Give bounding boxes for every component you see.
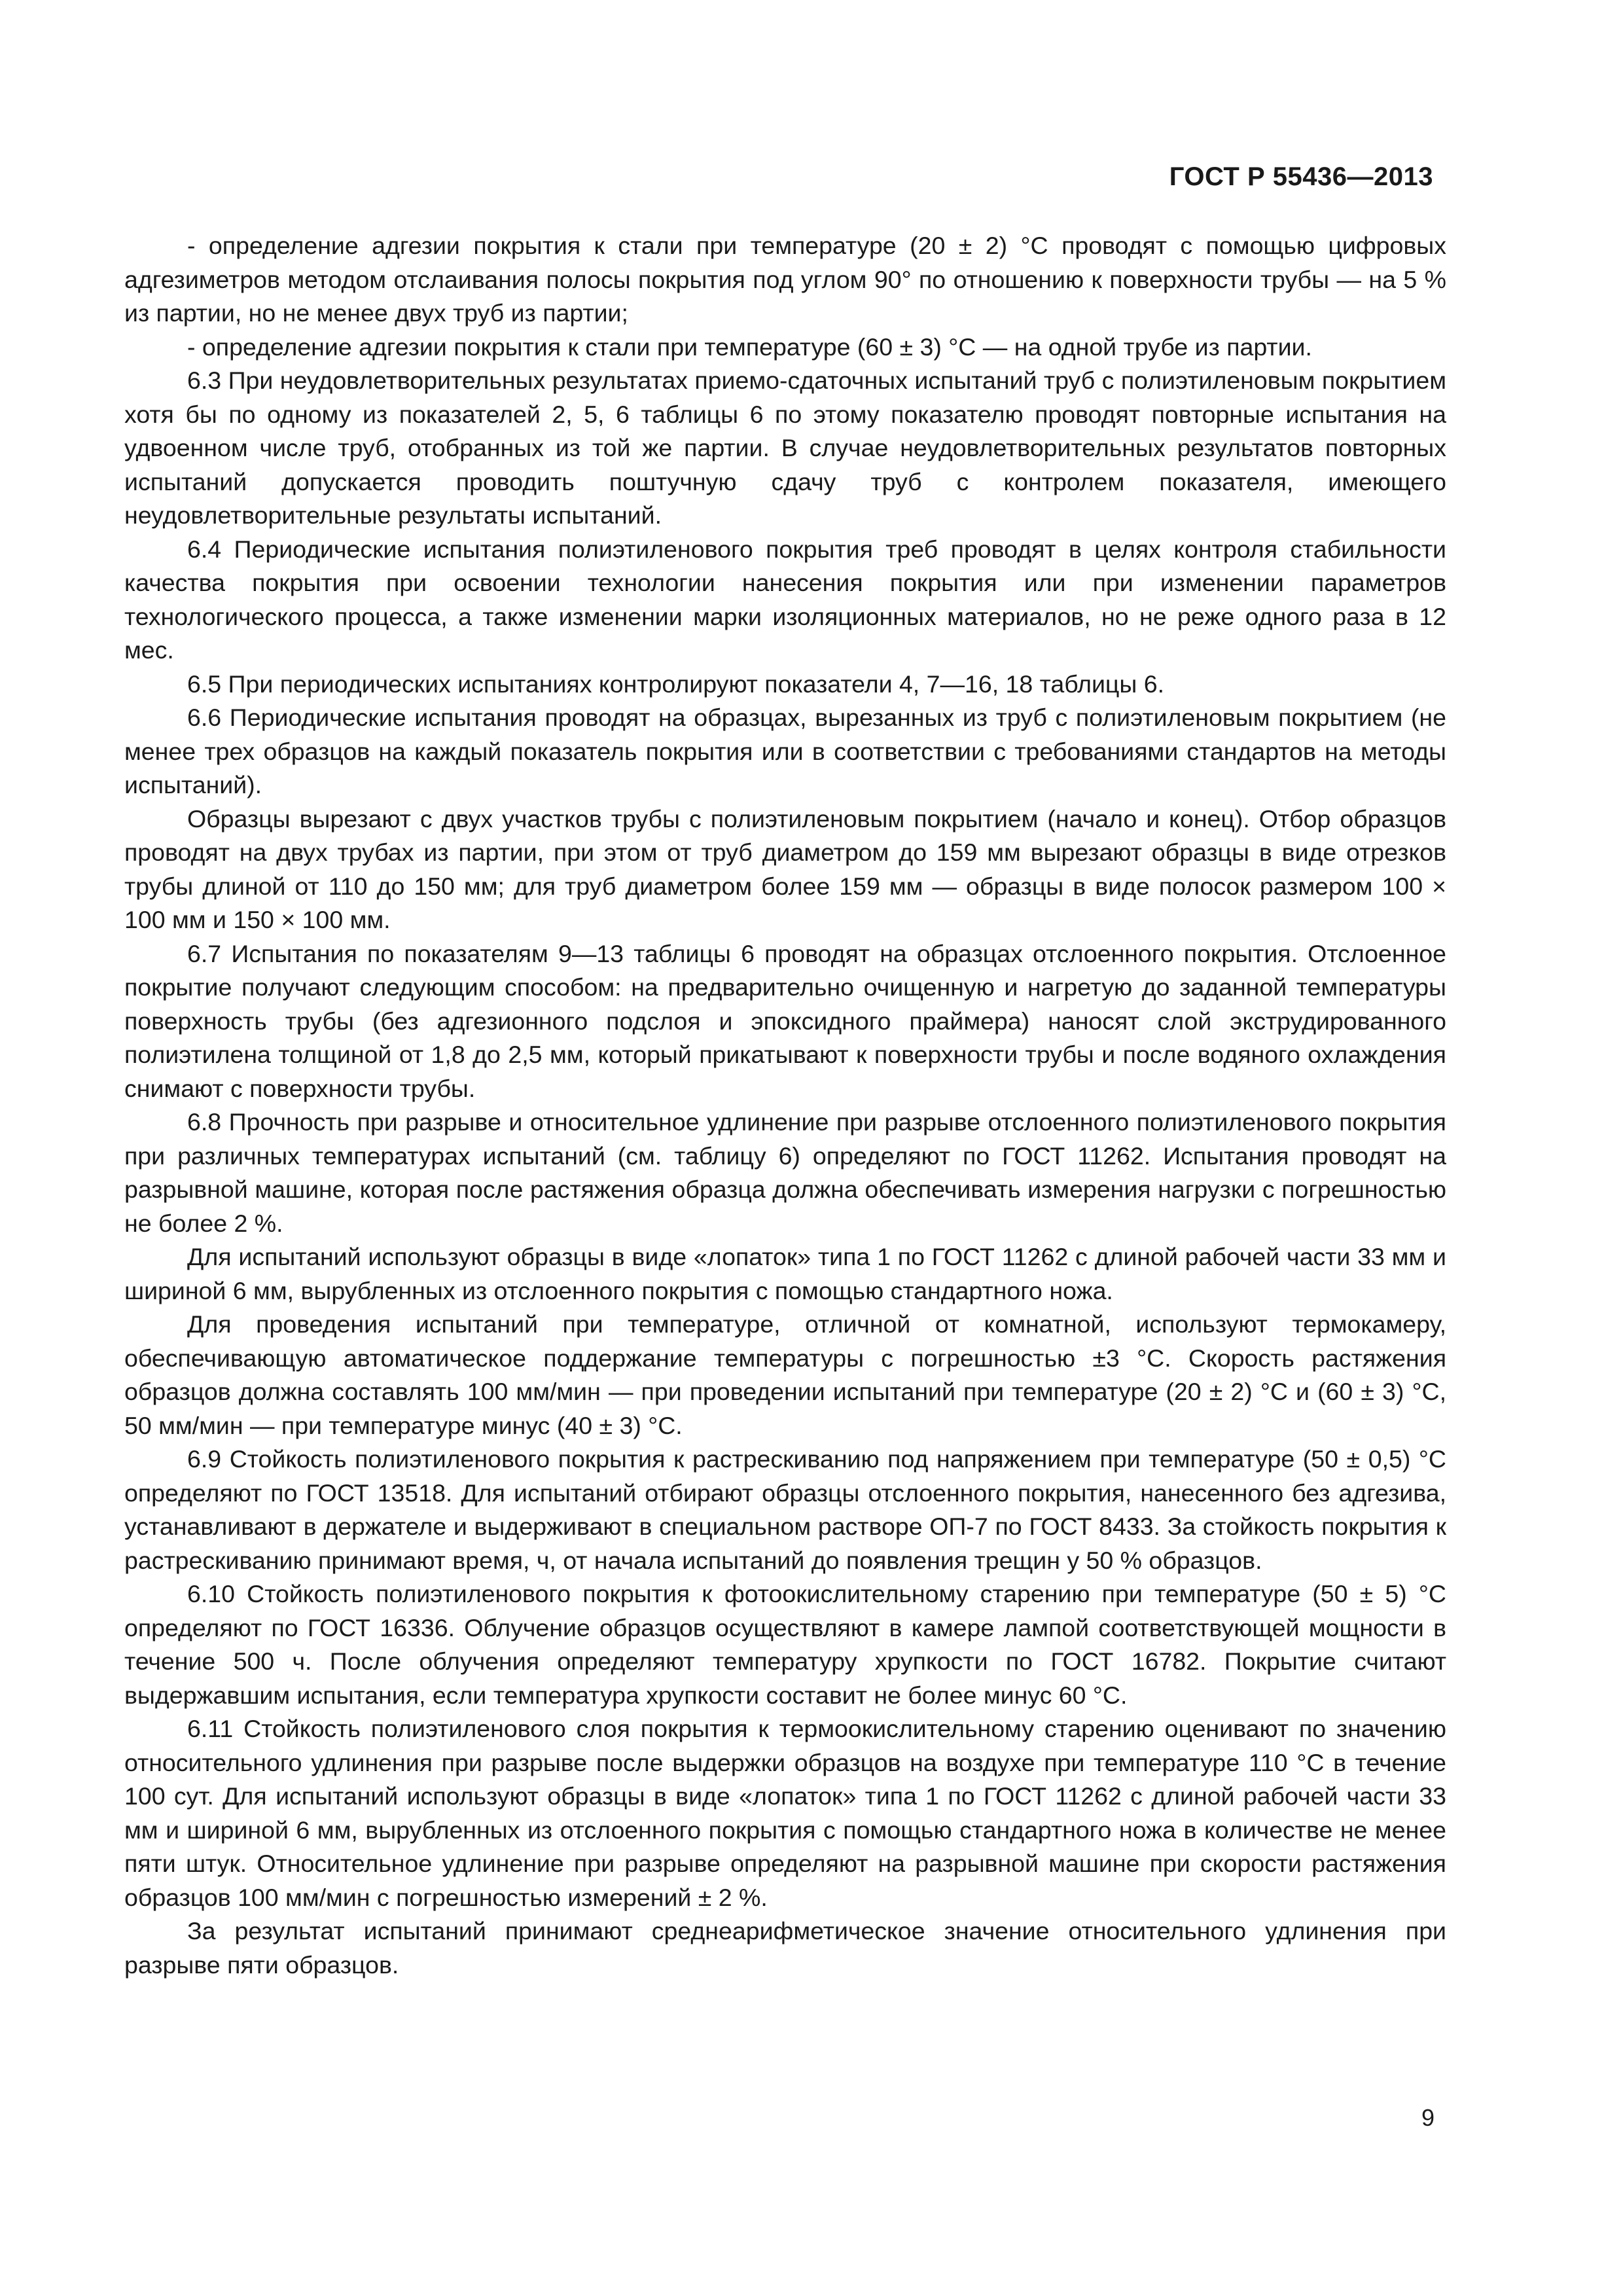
- paragraph: 6.8 Прочность при разрыве и относительное удлинение при разрыве отслоенного полиэтиленового покрытия при различных температурах испытаний (см. таблицу 6) определяют по ГОСТ 11262. Испытания проводят на разрывной машине, которая после растяжения образца должна обеспечивать измерения нагрузки с погрешностью не более 2 %.: [124, 1108, 1446, 1237]
- paragraph: 6.7 Испытания по показателям 9—13 таблицы 6 проводят на образцах отслоенного покрытия. Отслоенное покрытие получают следующим способом: на предварительно очищенную и нагретую до заданной температуры поверхность трубы (без адгезионного подслоя и эпоксидного праймера) наносят слой экструдированного полиэтилена толщиной от 1,8 до 2,5 мм, который прикатывают к поверхности трубы и после водяного охлаждения снимают с поверхности трубы.: [124, 939, 1446, 1102]
- page-number: 9: [1421, 2104, 1435, 2131]
- paragraph: 6.11 Стойкость полиэтиленового слоя покрытия к термоокислительному старению оценивают по значению относительного удлинения при разрыве после выдержки образцов на воздухе при температуре 110 °С в течение 100 сут. Для испытаний используют образцы в виде «лопаток» типа 1 по ГОСТ 11262 с длиной рабочей части 33 мм и шириной 6 мм, вырубленных из отслоенного покрытия с помощью стандартного ножа в количестве не менее пяти штук. Относительное удлинение при разрыве определяют на разрывной машине при скорости растяжения образцов 100 мм/мин с погрешностью измерений ± 2 %.: [124, 1715, 1446, 1911]
- body-text: [124, 229, 1446, 1982]
- paragraph: 6.6 Периодические испытания проводят на образцах, вырезанных из труб с полиэтиленовым покрытием (не менее трех образцов на каждый показатель покрытия или в соответствии с требованиями стандартов на методы испытаний).: [124, 704, 1446, 798]
- paragraph: За результат испытаний принимают среднеарифметическое значение относительного удлинения при разрыве пяти образцов.: [124, 1917, 1446, 1979]
- paragraph: 6.9 Стойкость полиэтиленового покрытия к растрескиванию под напряжением при температуре (50 ± 0,5) °С определяют по ГОСТ 13518. Для испытаний отбирают образцы отслоенного покрытия, нанесенного без адгезива, устанавливают в держателе и выдерживают в специальном растворе ОП-7 по ГОСТ 8433. За стойкость покрытия к растрескиванию принимают время, ч, от начала испытаний до появления трещин у 50 % образцов.: [124, 1445, 1446, 1574]
- paragraph: - определение адгезии покрытия к стали при температуре (20 ± 2) °С проводят с помощью цифровых адгезиметров методом отслаивания полосы покрытия под углом 90° по отношению к поверхности трубы — на 5 % из партии, но не менее двух труб из партии;: [124, 232, 1446, 327]
- paragraph: 6.4 Периодические испытания полиэтиленового покрытия треб проводят в целях контроля стабильности качества покрытия при освоении технологии нанесения покрытия или при изменении параметров технологического процесса, а также изменении марки изоляционных материалов, но не реже одного раза в 12 мес.: [124, 535, 1446, 664]
- paragraph: 6.5 При периодических испытаниях контролируют показатели 4, 7—16, 18 таблицы 6.: [187, 670, 1165, 698]
- paragraph: Образцы вырезают с двух участков трубы с полиэтиленовым покрытием (начало и конец). Отбор образцов проводят на двух трубах из партии, при этом от труб диаметром до 159 мм вырезают образцы в виде отрезков трубы длиной от 110 до 150 мм; для труб диаметром более 159 мм — образцы в виде полосок размером 100 × 100 мм и 150 × 100 мм.: [124, 804, 1446, 933]
- paragraph: 6.10 Стойкость полиэтиленового покрытия к фотоокислительному старению при температуре (50 ± 5) °С определяют по ГОСТ 16336. Облучение образцов осуществляют в камере лампой соответствующей мощности в течение 500 ч. После облучения определяют температуру хрупкости по ГОСТ 16782. Покрытие считают выдержавшим испытания, если температура хрупкости составит не более минус 60 °С.: [124, 1580, 1446, 1709]
- paragraph: - определение адгезии покрытия к стали при температуре (60 ± 3) °С — на одной трубе из партии.: [187, 332, 1312, 361]
- document-id-header: ГОСТ Р 55436—2013: [1169, 162, 1433, 191]
- paragraph: Для испытаний используют образцы в виде «лопаток» типа 1 по ГОСТ 11262 с длиной рабочей части 33 мм и шириной 6 мм, вырубленных из отслоенного покрытия с помощью стандартного ножа.: [124, 1243, 1446, 1304]
- paragraph: 6.3 При неудовлетворительных результатах приемо-сдаточных испытаний труб с полиэтиленовым покрытием хотя бы по одному из показателей 2, 5, 6 таблицы 6 по этому показателю проводят повторные испытания на удвоенном числе труб, отобранных из той же партии. В случае неудовлетворительных результатов повторных испытаний допускается проводить поштучную сдачу труб с контролем показателя, имеющего неудовлетворительные результаты испытаний.: [124, 367, 1446, 529]
- paragraph: Для проведения испытаний при температуре, отличной от комнатной, используют термокамеру, обеспечивающую автоматическое поддержание температуры с погрешностью ±3 °С. Скорость растяжения образцов должна составлять 100 мм/мин — при проведении испытаний при температуре (20 ± 2) °С и (60 ± 3) °С, 50 мм/мин — при температуре минус (40 ± 3) °С.: [124, 1310, 1446, 1439]
